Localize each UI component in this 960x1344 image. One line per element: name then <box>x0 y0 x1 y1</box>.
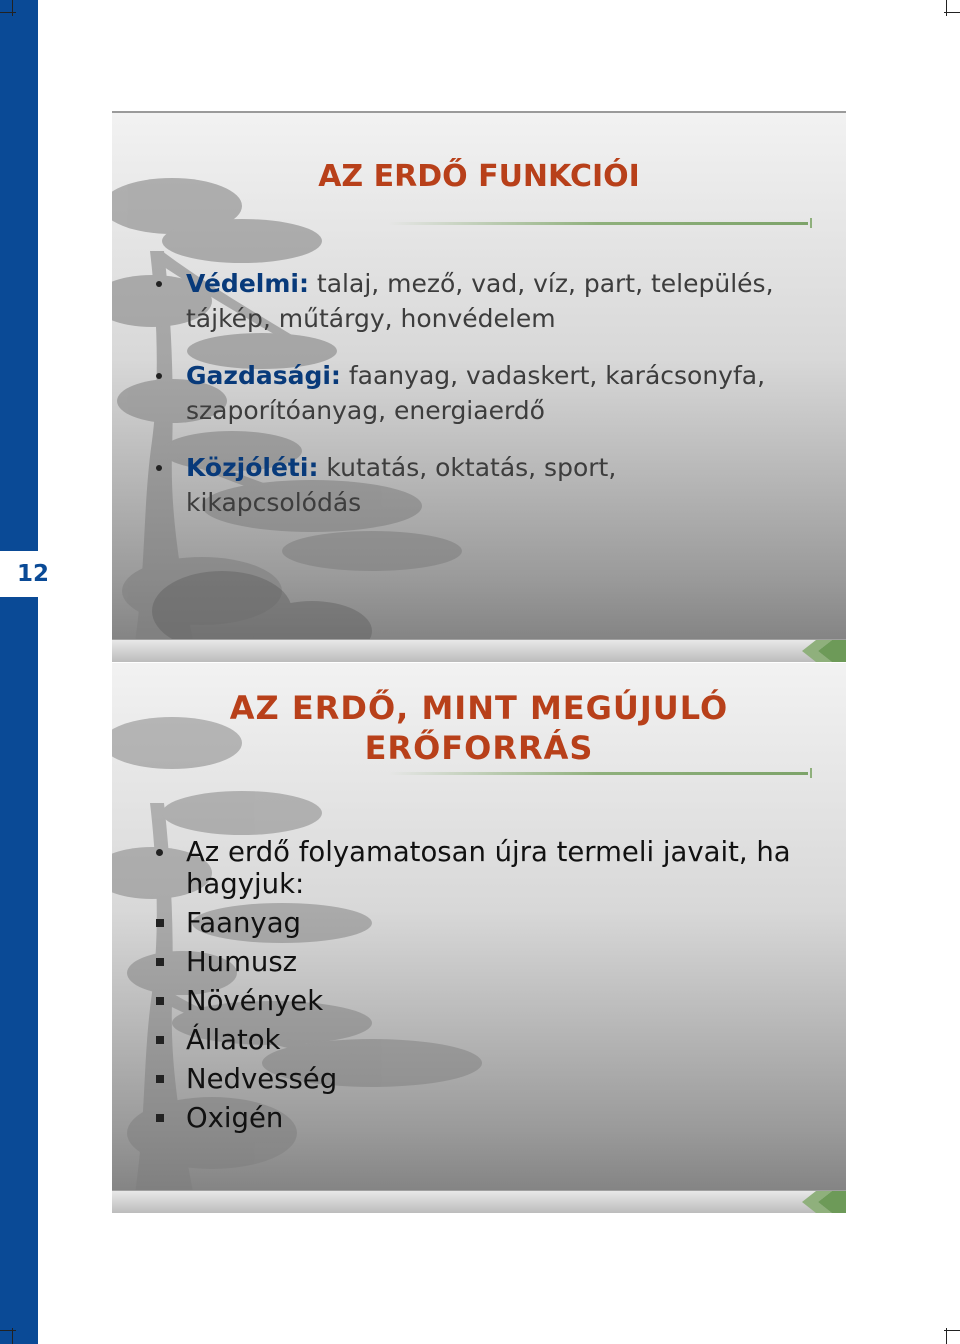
bullet-dot-icon <box>156 373 162 379</box>
item-text: Faanyag <box>186 907 302 939</box>
item-keyword: Közjóléti: <box>186 453 319 482</box>
item-text: kutatás, oktatás, sport, kikapcsolódás <box>186 453 617 517</box>
item-keyword: Védelmi: <box>186 269 309 298</box>
square-bullet-icon <box>156 1075 164 1083</box>
item-text: Nedvesség <box>186 1063 338 1095</box>
list-item <box>152 836 792 900</box>
square-bullet-icon <box>156 997 164 1005</box>
slide-footer-band <box>112 639 846 662</box>
item-text: Növények <box>186 985 324 1017</box>
crop-mark <box>0 1330 16 1331</box>
crop-mark <box>946 0 947 16</box>
list-item <box>152 358 792 428</box>
item-text: Az erdő folyamatosan újra termeli javait, ha hagyjuk: <box>186 836 791 900</box>
functions-list <box>152 266 792 542</box>
slide-top-border <box>112 111 846 113</box>
square-bullet-icon <box>156 958 164 966</box>
title-underline <box>388 772 808 775</box>
list-item <box>152 1021 792 1060</box>
title-underline <box>388 222 808 225</box>
slide-forest-functions <box>112 111 846 662</box>
slide-renewable-resource <box>112 663 846 1213</box>
item-text: Állatok <box>186 1024 281 1056</box>
bullet-dot-icon <box>156 281 162 287</box>
item-text: talaj, mező, vad, víz, part, település, tájkép, műtárgy, honvédelem <box>186 269 774 333</box>
list-item <box>152 1099 792 1138</box>
list-item <box>152 1060 792 1099</box>
slide-title-line: AZ ERDŐ, MINT MEGÚJULÓ <box>229 689 729 727</box>
list-item <box>152 450 792 520</box>
slide-title: AZ ERDŐ FUNKCIÓI <box>318 159 640 194</box>
page-number: 12 <box>0 551 66 597</box>
list-item <box>152 904 792 943</box>
item-keyword: Gazdasági: <box>186 361 341 390</box>
square-bullet-icon <box>156 1114 164 1122</box>
square-bullet-icon <box>156 1036 164 1044</box>
sidebar-strip <box>0 0 38 1344</box>
item-text: Humusz <box>186 946 298 978</box>
crop-mark <box>12 0 13 16</box>
bullet-dot-icon <box>156 849 163 856</box>
bullet-dot-icon <box>156 465 162 471</box>
slide-title <box>112 688 846 768</box>
slide-title-line: ERŐFORRÁS <box>364 729 594 767</box>
list-item <box>152 943 792 982</box>
crop-mark <box>944 12 960 13</box>
renewable-list <box>152 836 792 1138</box>
crop-mark <box>0 12 16 13</box>
chevron-decoration-icon <box>802 1191 846 1213</box>
slide-footer-band <box>112 1190 846 1213</box>
item-text: Oxigén <box>186 1102 284 1134</box>
item-text: faanyag, vadaskert, karácsonyfa, szaporítóanyag, energiaerdő <box>186 361 766 425</box>
chevron-decoration-icon <box>802 640 846 662</box>
list-item <box>152 266 792 336</box>
list-item <box>152 982 792 1021</box>
square-bullet-icon <box>156 919 164 927</box>
crop-mark <box>944 1330 960 1331</box>
